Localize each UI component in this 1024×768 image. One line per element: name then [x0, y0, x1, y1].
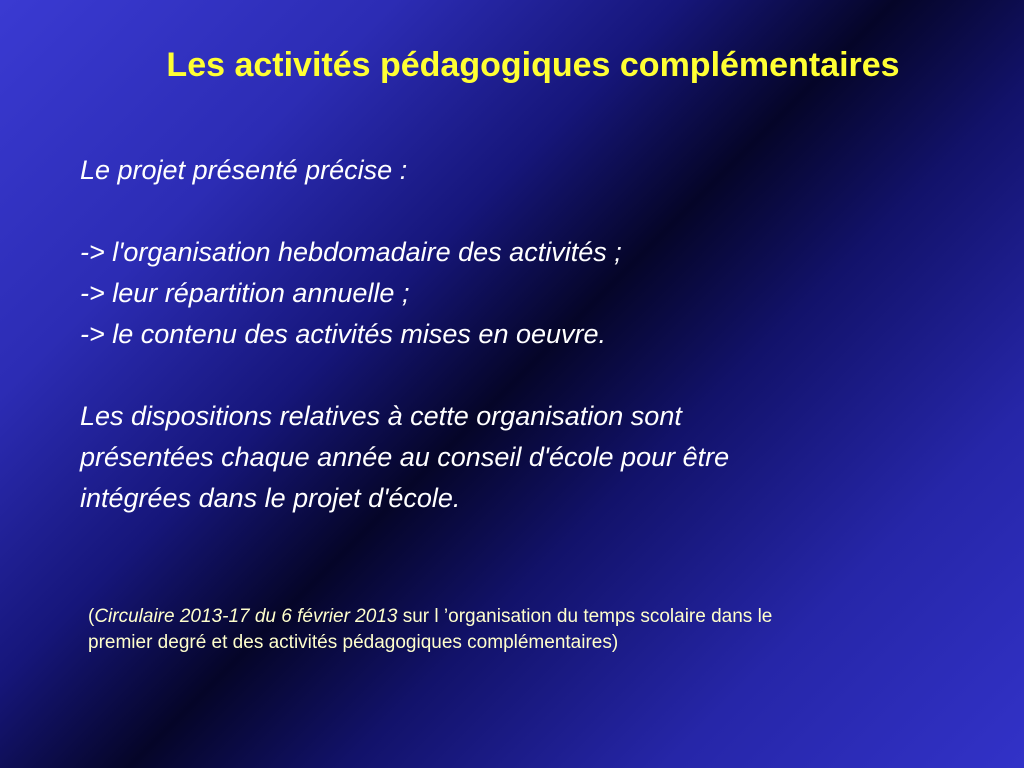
citation-open-paren: ( — [88, 606, 95, 627]
intro-line: Le projet présenté précise : — [80, 155, 408, 185]
citation-line: premier degré et des activités pédagogiques complémentaires) — [88, 632, 619, 653]
slide-body — [80, 150, 960, 519]
citation-reference: Circulaire 2013-17 du 6 février 2013 — [94, 606, 398, 627]
slide-title: Les activités pédagogiques complémentaires — [166, 46, 900, 84]
citation-line — [88, 604, 948, 630]
bullet-annual-distribution: -> leur répartition annuelle ; — [80, 278, 410, 308]
bullet-activity-content: -> le contenu des activités mises en oeuvre. — [80, 319, 607, 349]
spacer — [80, 191, 960, 232]
citation-rest: sur l ’organisation du temps scolaire dans le — [397, 606, 773, 627]
bullet-weekly-organisation: -> l'organisation hebdomadaire des activités ; — [80, 237, 622, 267]
paragraph-line: présentées chaque année au conseil d'école pour être — [80, 442, 730, 472]
citation — [88, 604, 948, 656]
paragraph-line: Les dispositions relatives à cette organisation sont — [80, 401, 682, 431]
paragraph-line: intégrées dans le projet d'école. — [80, 483, 461, 513]
spacer — [80, 355, 960, 396]
